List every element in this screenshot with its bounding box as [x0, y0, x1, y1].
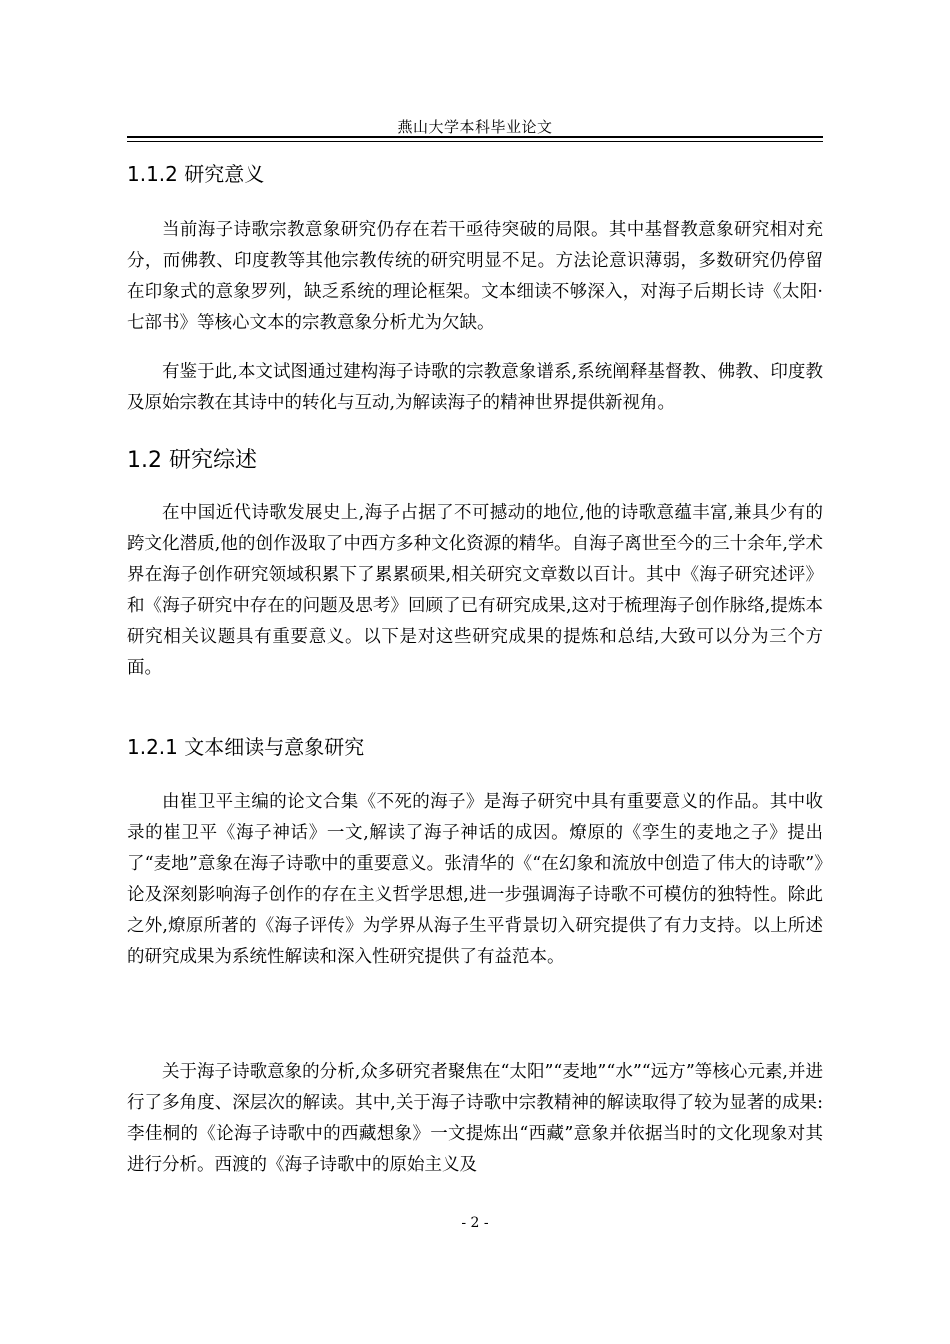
- header-rule-thick: [127, 136, 823, 138]
- header-rule-thin: [127, 141, 823, 142]
- heading-1-1-2: 1.1.2 研究意义: [127, 162, 265, 186]
- paragraph-research-significance-1: 当前海子诗歌宗教意象研究仍存在若干亟待突破的局限。其中基督教意象研究相对充分，而佛教、印度教等其他宗教传统的研究明显不足。方法论意识薄弱，多数研究仍停留在印象式的意象罗列，缺乏系统的理论框架。文本细读不够深入，对海子后期长诗《太阳·七部书》等核心文本的宗教意象分析尤为欠缺。: [127, 220, 823, 333]
- heading-1-2: 1.2 研究综述: [127, 448, 257, 473]
- paragraph-close-reading-2: 关于海子诗歌意象的分析,众多研究者聚焦在“太阳”“麦地”“水”“远方”等核心元素,并进行了多角度、深层次的解读。其中,关于海子诗歌中宗教精神的解读取得了较为显著的成果:李佳桐的《论海子诗歌中的西藏想象》一文提炼出“西藏”意象并依据当时的文化现象对其进行分析。西渡的《海子诗歌中的原始主义及: [127, 1062, 823, 1175]
- running-header: 燕山大学本科毕业论文: [397, 118, 553, 136]
- paragraph-research-significance-2: 有鉴于此,本文试图通过建构海子诗歌的宗教意象谱系,系统阐释基督教、佛教、印度教及原始宗教在其诗中的转化与互动,为解读海子的精神世界提供新视角。: [127, 362, 823, 413]
- page-number: - 2 -: [461, 1215, 489, 1231]
- paragraph-literature-review-1: 在中国近代诗歌发展史上,海子占据了不可撼动的地位,他的诗歌意蕴丰富,兼具少有的跨文化潜质,他的创作汲取了中西方多种文化资源的精华。自海子离世至今的三十余年,学术界在海子创作研究领域积累下了累累硕果,相关研究文章数以百计。其中《海子研究述评》和《海子研究中存在的问题及思考》回顾了已有研究成果,这对于梳理海子创作脉络,提炼本研究相关议题具有重要意义。以下是对这些研究成果的提炼和总结,大致可以分为三个方面。: [127, 503, 823, 678]
- paragraph-close-reading-1: 由崔卫平主编的论文合集《不死的海子》是海子研究中具有重要意义的作品。其中收录的崔卫平《海子神话》一文,解读了海子神话的成因。燎原的《孪生的麦地之子》提出了“麦地”意象在海子诗歌中的重要意义。张清华的《“在幻象和流放中创造了伟大的诗歌”》论及深刻影响海子创作的存在主义哲学思想,进一步强调海子诗歌不可模仿的独特性。除此之外,燎原所著的《海子评传》为学界从海子生平背景切入研究提供了有力支持。以上所述的研究成果为系统性解读和深入性研究提供了有益范本。: [127, 792, 823, 967]
- heading-1-2-1: 1.2.1 文本细读与意象研究: [127, 735, 365, 759]
